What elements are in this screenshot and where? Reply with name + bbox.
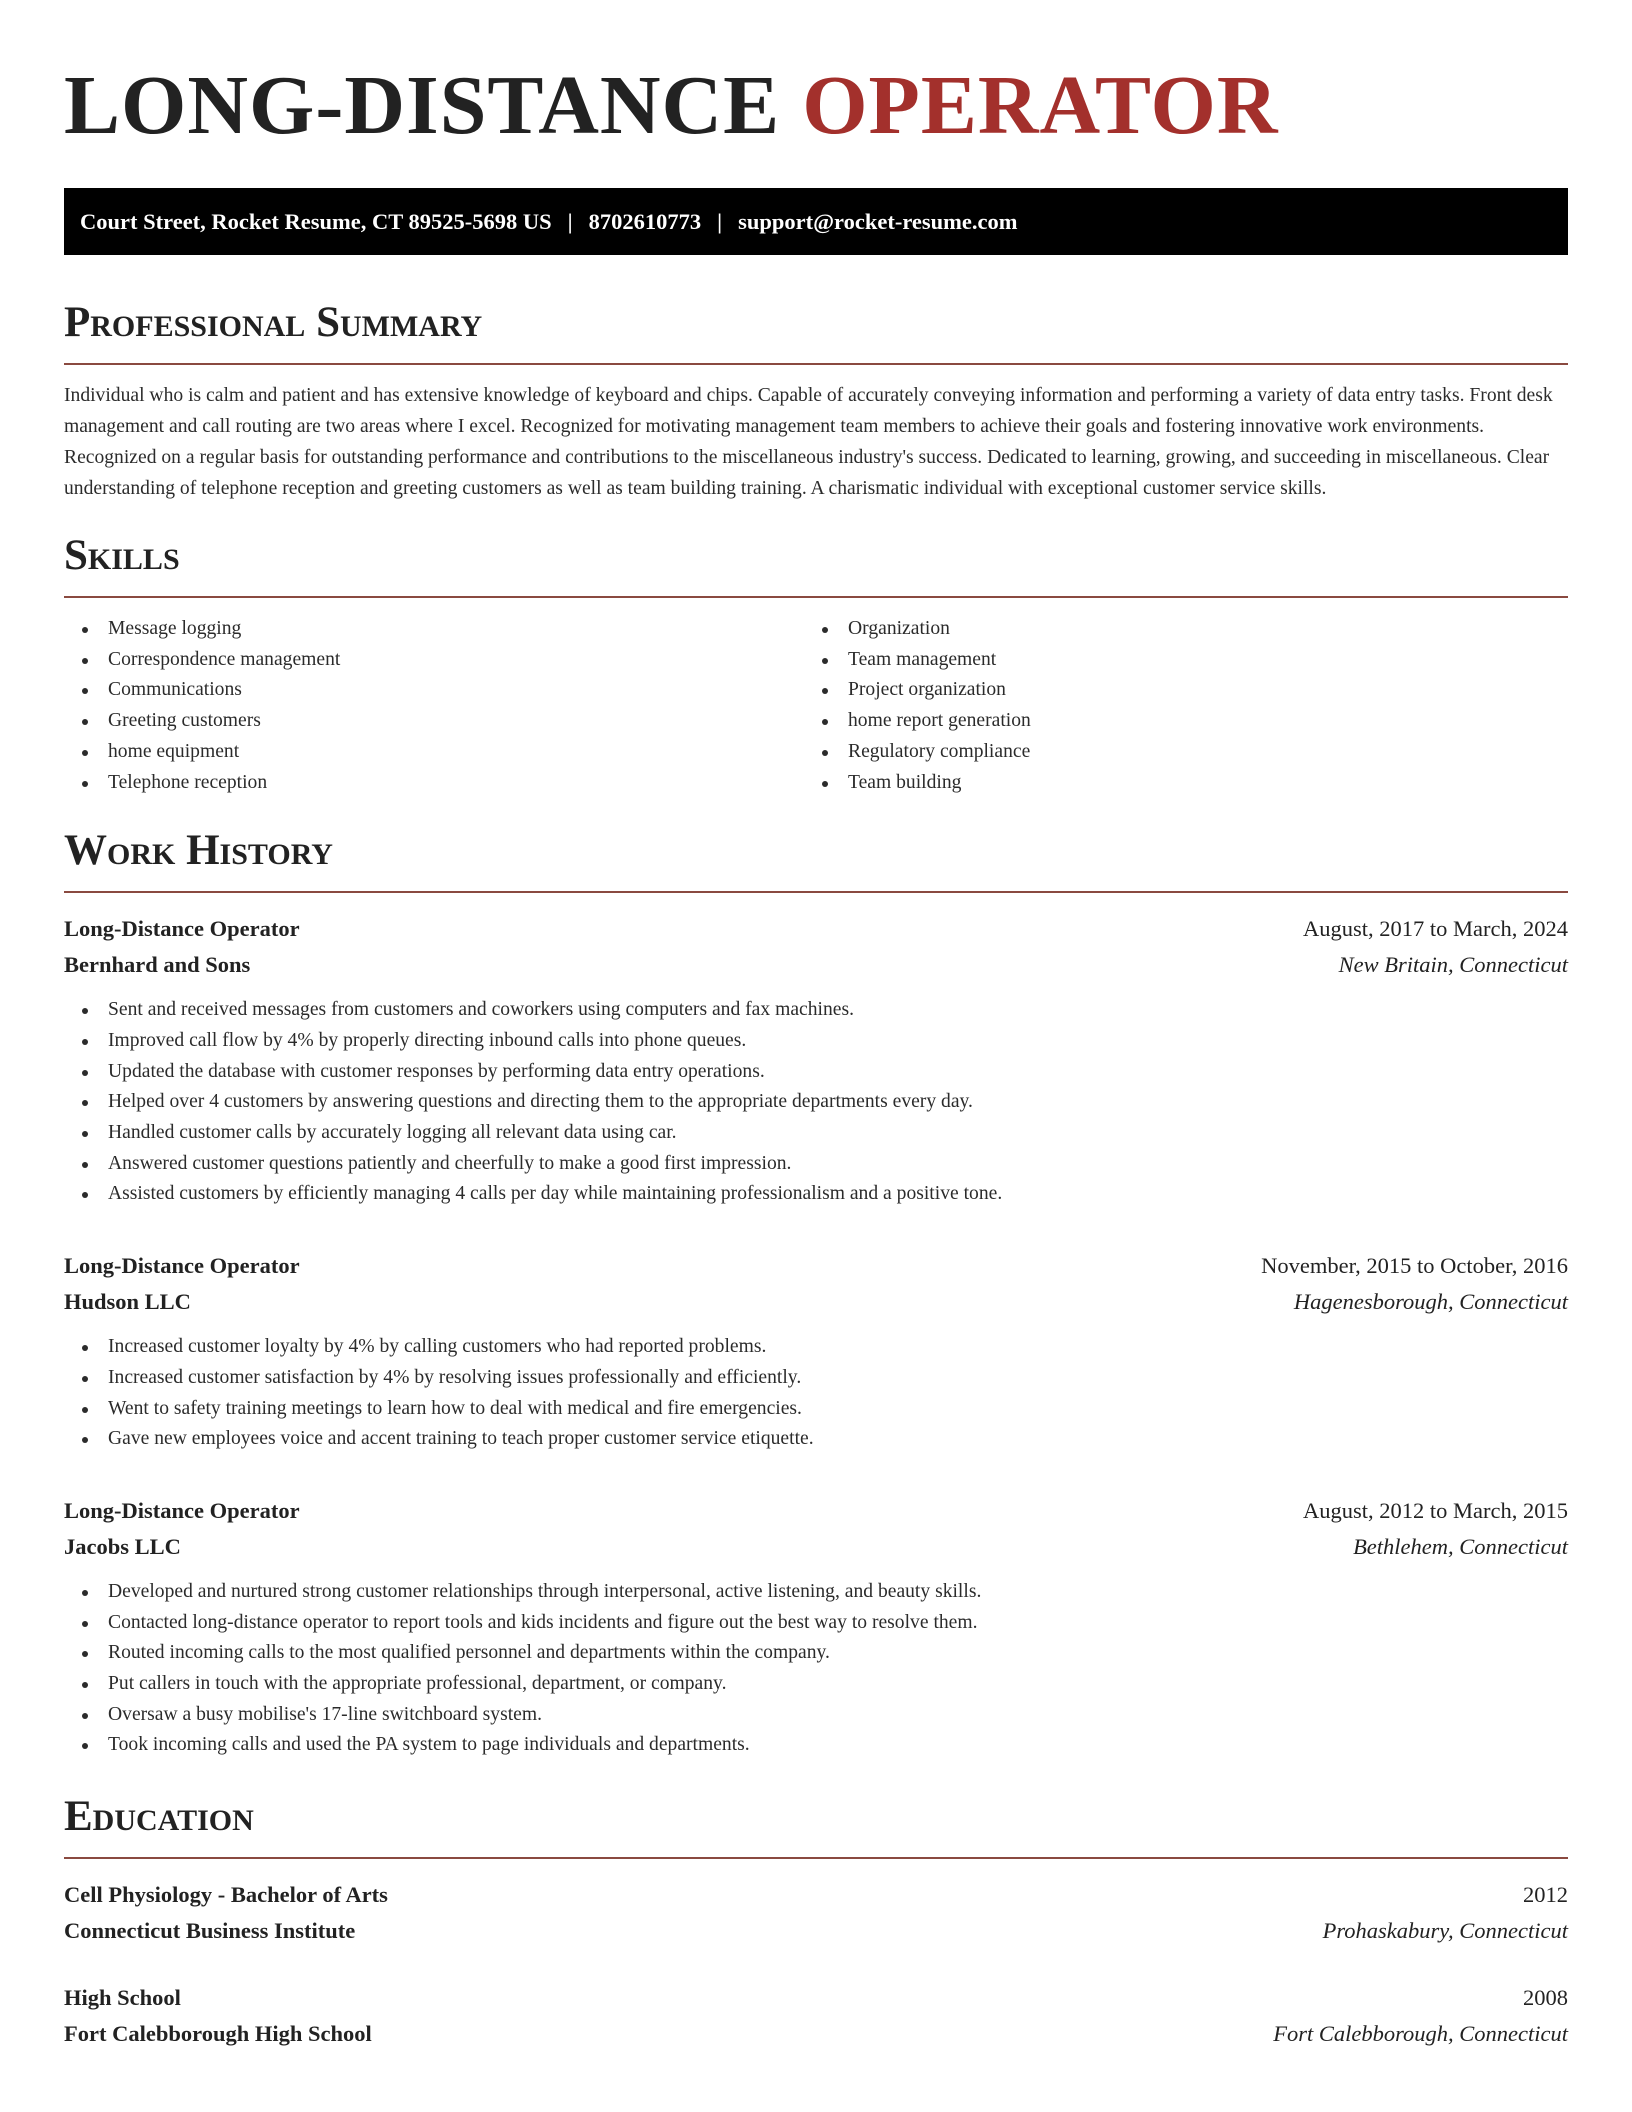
skill-item: Project organization [848,675,1544,706]
job-bullet: Increased customer loyalty by 4% by calling customers who had reported problems. [108,1332,1568,1363]
education-school-row [64,2016,1568,2052]
job-bullet: Increased customer satisfaction by 4% by resolving issues professionally and efficiently. [108,1363,1568,1394]
job-header-row [64,1493,1568,1529]
summary-text: Individual who is calm and patient and has extensive knowledge of keyboard and chips. Capable of accurately conveying information and performing a variety of data entry tasks. Front desk management and call routing are two areas where I excel. Recognized for motivating management team members to achieve their goals and fostering innovative work environments. Recognized on a regular basis for outstanding performance and contributions to the miscellaneous industry's success. Dedicated to learning, growing, and succeeding in miscellaneous. Clear understanding of telephone reception and greeting customers as well as team building training. A charismatic individual with exceptional customer service skills. [64,385,1553,499]
education-entry [64,1980,1568,2052]
contact-phone[interactable]: 8702610773 [588,209,702,234]
job-bullet: Handled customer calls by accurately logging all relevant data using car. [108,1118,1568,1149]
job-header-row [64,911,1568,947]
job-bullet: Updated the database with customer responses by performing data entry operations. [108,1057,1568,1088]
job-bullets [64,995,1568,1210]
job-company: Bernhard and Sons [64,952,251,978]
job-bullet: Helped over 4 customers by answering questions and directing them to the appropriate departments every day. [108,1087,1568,1118]
job-company-row [64,947,1568,983]
job-location: New Britain, Connecticut [1338,952,1568,978]
skill-item: Regulatory compliance [848,737,1544,768]
resume-name [64,58,1568,154]
job-bullet: Put callers in touch with the appropriate professional, department, or company. [108,1669,1568,1700]
contact-address: Court Street, Rocket Resume, CT 89525-5698 US [80,209,552,234]
skills-column-left [64,614,804,798]
job-location: Bethlehem, Connecticut [1353,1533,1568,1559]
skill-item: home report generation [848,706,1544,737]
skill-item: Team management [848,645,1544,676]
job-bullet: Gave new employees voice and accent training to teach proper customer service etiquette. [108,1424,1568,1455]
job-dates: August, 2017 to March, 2024 [1303,916,1568,942]
job-header-row [64,1248,1568,1284]
skill-item: Team building [848,768,1544,799]
education-school: Connecticut Business Institute [64,1918,356,1944]
job-dates: November, 2015 to October, 2016 [1261,1253,1568,1279]
job-entry [64,1248,1568,1455]
education-year: 2012 [1523,1882,1568,1908]
name-main: LONG-DISTANCE [64,59,781,152]
job-bullet: Answered customer questions patiently and cheerfully to make a good first impression. [108,1149,1568,1180]
education-heading: Education [64,1791,1568,1859]
education-year: 2008 [1523,1985,1568,2011]
job-bullet: Routed incoming calls to the most qualified personnel and departments within the company. [108,1638,1568,1669]
job-location: Hagenesborough, Connecticut [1293,1289,1568,1315]
job-entry [64,911,1568,1210]
job-company: Hudson LLC [64,1289,191,1315]
skills-heading: Skills [64,530,1568,598]
skill-item: Telephone reception [108,768,804,799]
contact-separator: | [717,209,723,234]
job-company-row [64,1529,1568,1565]
education-entry [64,1877,1568,1949]
education-school-row [64,1913,1568,1949]
skills-list [64,614,1568,798]
summary-heading: Professional Summary [64,297,1568,365]
job-bullets [64,1577,1568,1761]
education-location: Prohaskabury, Connecticut [1322,1918,1568,1944]
job-bullet: Contacted long-distance operator to report tools and kids incidents and figure out the best way to resolve them. [108,1608,1568,1639]
job-role: Long-Distance Operator [64,1497,300,1523]
education-degree: Cell Physiology - Bachelor of Arts [64,1882,388,1908]
job-bullet: Developed and nurtured strong customer relationships through interpersonal, active listening, and beauty skills. [108,1577,1568,1608]
education-degree-row [64,1877,1568,1913]
skill-item: home equipment [108,737,804,768]
skill-item: Message logging [108,614,804,645]
education-degree: High School [64,1985,181,2011]
job-company: Jacobs LLC [64,1533,181,1559]
job-bullets [64,1332,1568,1455]
job-role: Long-Distance Operator [64,916,300,942]
job-bullet: Oversaw a busy mobilise's 17-line switchboard system. [108,1700,1568,1731]
job-bullet: Took incoming calls and used the PA system to page individuals and departments. [108,1730,1568,1761]
work-history-heading: Work History [64,825,1568,893]
job-bullet: Improved call flow by 4% by properly directing inbound calls into phone queues. [108,1026,1568,1057]
skills-column-right [804,614,1544,798]
job-company-row [64,1284,1568,1320]
education-degree-row [64,1980,1568,2016]
contact-separator: | [567,209,573,234]
skill-item: Organization [848,614,1544,645]
contact-email[interactable]: support@rocket-resume.com [738,209,1018,234]
resume-page [64,0,1568,2052]
skill-item: Correspondence management [108,645,804,676]
job-role: Long-Distance Operator [64,1253,300,1279]
job-entry [64,1493,1568,1761]
skill-item: Greeting customers [108,706,804,737]
job-bullet: Sent and received messages from customers and coworkers using computers and fax machines. [108,995,1568,1026]
job-bullet: Went to safety training meetings to learn how to deal with medical and fire emergencies. [108,1394,1568,1425]
education-school: Fort Calebborough High School [64,2021,372,2047]
contact-bar [64,188,1568,255]
skill-item: Communications [108,675,804,706]
education-location: Fort Calebborough, Connecticut [1273,2021,1568,2047]
job-bullet: Assisted customers by efficiently managing 4 calls per day while maintaining professionalism and a positive tone. [108,1179,1568,1210]
job-dates: August, 2012 to March, 2015 [1303,1497,1568,1523]
name-accent: OPERATOR [802,59,1279,152]
